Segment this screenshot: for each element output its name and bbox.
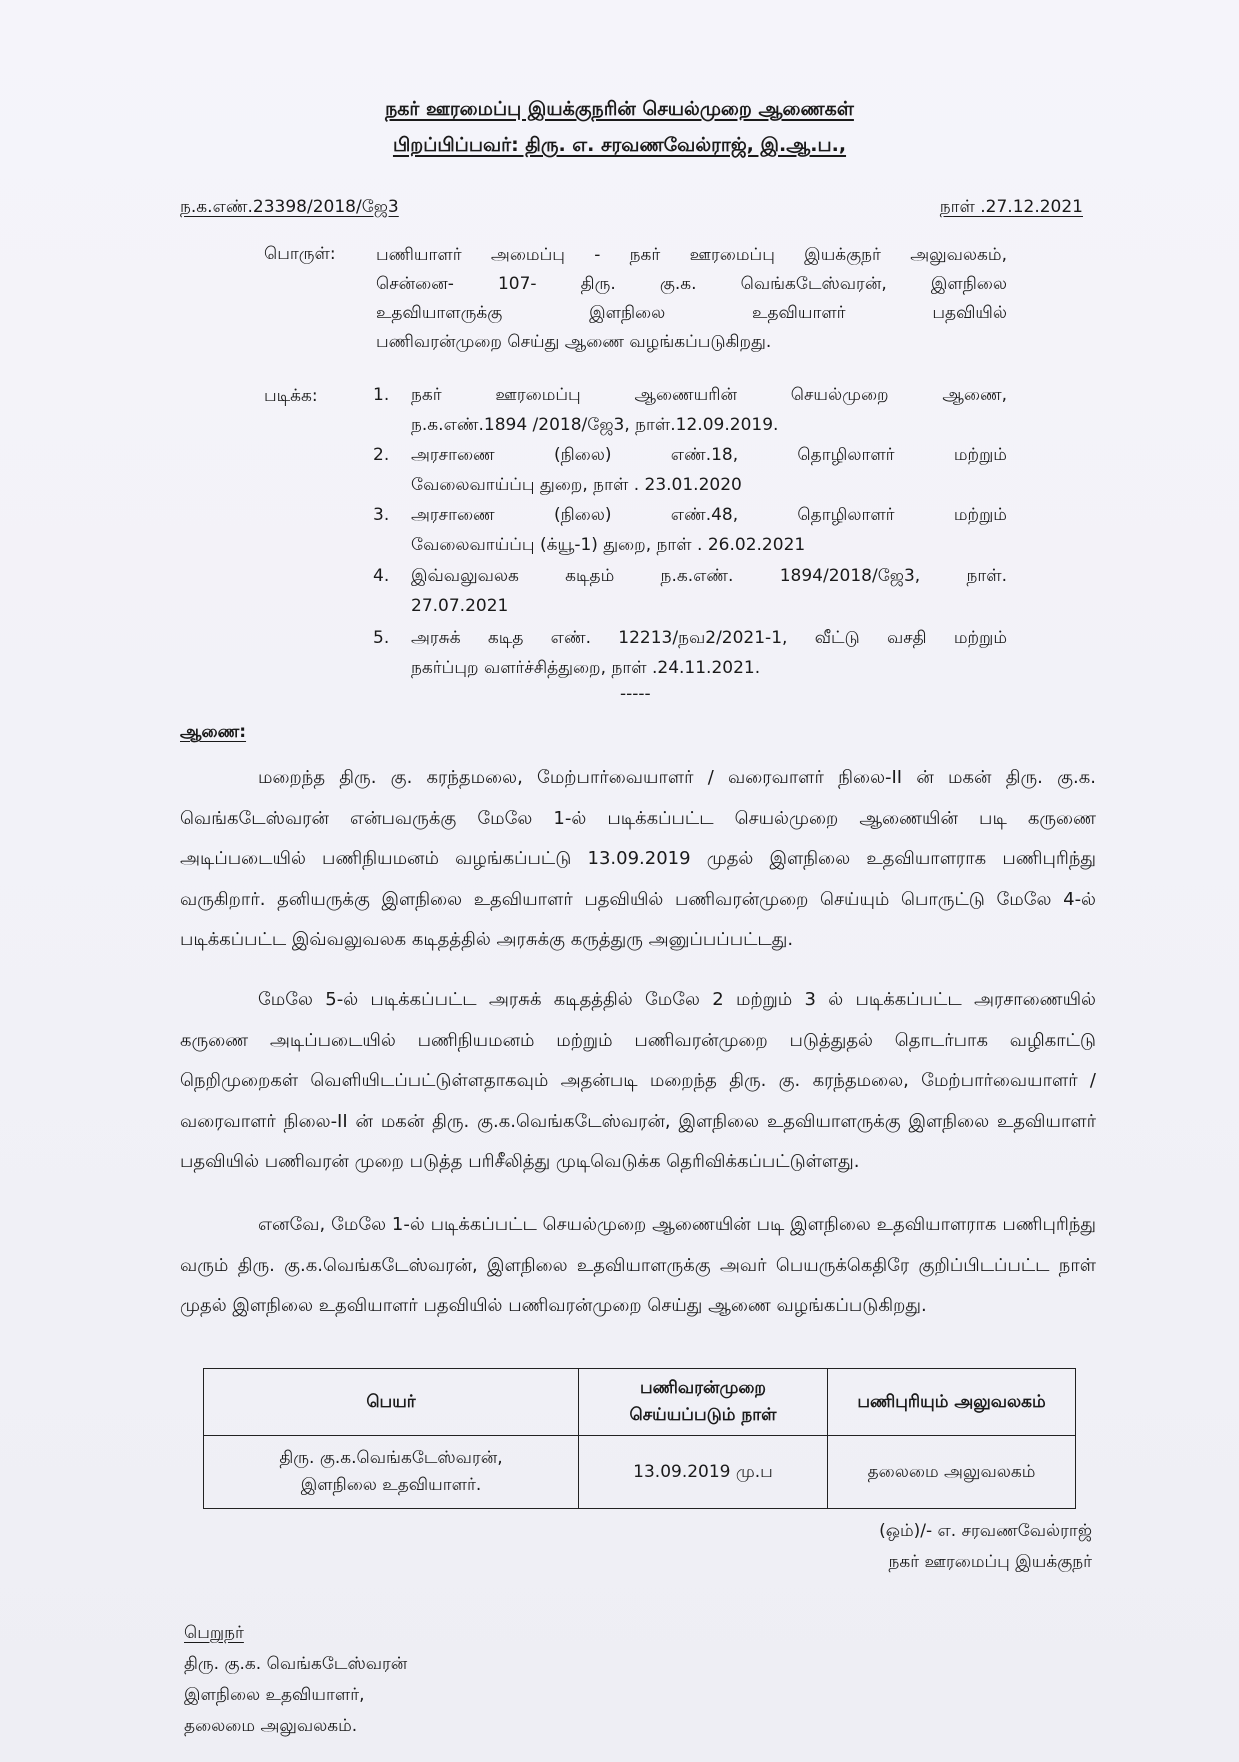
subject-block (376, 241, 1007, 357)
document-date: நாள் .27.12.2021 (939, 197, 1083, 217)
read-item-line: இவ்வலுவலக கடிதம் ந.க.எண். 1894/2018/ஜே3, நாள். (411, 566, 1007, 586)
subject-line: சென்னை- 107- திரு. கு.க. வெங்கடேஸ்வரன், இளநிலை (376, 274, 1007, 294)
subject-line: உதவியாளருக்கு இளநிலை உதவியாளர் பதவியில் (376, 303, 1007, 323)
recipient-label: பெறுநர் (184, 1623, 244, 1643)
signatory-name: (ஒம்)/- எ. சரவணவேல்ராஜ் (879, 1521, 1092, 1541)
read-item (411, 440, 1007, 500)
table-row (204, 1436, 1076, 1509)
read-item-line: அரசாணை (நிலை) எண்.18, தொழிலாளர் மற்றும் (411, 445, 1007, 465)
column-header-office: பணிபுரியும் அலுவலகம் (828, 1369, 1076, 1436)
cell-date: 13.09.2019 மு.ப (579, 1436, 828, 1509)
recipient-block (184, 1618, 407, 1742)
column-header-name: பெயர் (204, 1369, 579, 1436)
issuer-line: பிறப்பிப்பவர்: திரு. எ. சரவணவேல்ராஜ், இ.ஆ.ப., (392, 134, 847, 156)
recipient-line: தலைமை அலுவலகம். (184, 1716, 358, 1736)
reference-number: ந.க.எண்.23398/2018/ஜே3 (180, 197, 399, 217)
read-item (411, 380, 1007, 440)
subject-label: பொருள்: (264, 244, 336, 264)
read-item-line: அரசுக் கடித எண். 12213/நவ2/2021-1, வீட்டு வசதி மற்றும் (411, 628, 1007, 648)
read-item-number: 3. (373, 505, 390, 525)
order-paragraph (180, 758, 1096, 961)
read-item-line: வேலைவாய்ப்பு துறை, நாள் . 23.01.2020 (411, 475, 742, 495)
signatory-designation: நகர் ஊரமைப்பு இயக்குநர் (888, 1552, 1092, 1572)
read-label: படிக்க: (264, 386, 318, 406)
read-item-line: நகர் ஊரமைப்பு ஆணையரின் செயல்முறை ஆணை, (411, 385, 1007, 405)
paragraph-text: எனவே, மேலே 1-ல் படிக்கப்பட்ட செயல்முறை ஆணையின் படி இளநிலை உதவியாளராக பணிபுரிந்து வரும் திரு. கு.க.வெங்கடேஸ்வரன், இளநிலை உதவியாளருக்கு அவர் பெயருக்கெதிரே குறிப்பிடப்பட்ட நாள் முதல் இளநிலை உதவியாளர் பதவியில் பணிவரன்முறை செய்து ஆணை வழங்கப்படுகிறது. (180, 1214, 1096, 1316)
cell-line: திரு. கு.க.வெங்கடேஸ்வரன், (279, 1448, 503, 1468)
table-header-row (204, 1369, 1076, 1436)
order-heading: ஆணை: (180, 722, 247, 742)
header-line: செய்யப்படும் நாள் (629, 1405, 777, 1425)
cell-name (204, 1436, 579, 1509)
read-item-line: வேலைவாய்ப்பு (க்யூ-1) துறை, நாள் . 26.02.2021 (411, 535, 806, 555)
read-item (411, 500, 1007, 560)
read-item (411, 561, 1007, 621)
subject-line: பணியாளர் அமைப்பு - நகர் ஊரமைப்பு இயக்குநர் அலுவலகம், (376, 245, 1007, 265)
order-paragraph (180, 980, 1096, 1183)
read-item-line: அரசாணை (நிலை) எண்.48, தொழிலாளர் மற்றும் (411, 505, 1007, 525)
header-line: பணிவரன்முறை (639, 1378, 766, 1398)
recipient-line: இளநிலை உதவியாளர், (184, 1685, 365, 1705)
order-paragraph (180, 1205, 1096, 1327)
document-title: நகர் ஊரமைப்பு இயக்குநரின் செயல்முறை ஆணைகள் (385, 98, 854, 120)
separator: ----- (620, 684, 651, 704)
read-item-line: ந.க.எண்.1894 /2018/ஜே3, நாள்.12.09.2019. (411, 415, 779, 435)
regularisation-table (203, 1368, 1076, 1509)
cell-line: இளநிலை உதவியாளர். (300, 1475, 482, 1495)
recipient-line: திரு. கு.க. வெங்கடேஸ்வரன் (184, 1654, 408, 1674)
read-item-line: நகர்ப்புற வளர்ச்சித்துறை, நாள் .24.11.2021. (411, 658, 761, 678)
read-item-number: 4. (373, 566, 390, 586)
read-item-line: 27.07.2021 (411, 596, 509, 616)
read-item (411, 623, 1007, 683)
cell-office: தலைமை அலுவலகம் (828, 1436, 1076, 1509)
read-item-number: 1. (373, 385, 390, 405)
paragraph-text: மறைந்த திரு. கு. கரந்தமலை, மேற்பார்வையாளர் / வரைவாளர் நிலை-II ன் மகன் திரு. கு.க. வெங்கடேஸ்வரன் என்பவருக்கு மேலே 1-ல் படிக்கப்பட்ட செயல்முறை ஆணையின் படி கருணை அடிப்படையில் பணிநியமனம் வழங்கப்பட்டு 13.09.2019 முதல் இளநிலை உதவியாளராக பணிபுரிந்து வருகிறார். தனியருக்கு இளநிலை உதவியாளர் பதவியில் பணிவரன்முறை செய்யும் பொருட்டு மேலே 4-ல் படிக்கப்பட்ட இவ்வலுவலக கடிதத்தில் அரசுக்கு கருத்துரு அனுப்பப்பட்டது. (180, 767, 1096, 950)
signature-block (879, 1516, 1092, 1578)
paragraph-text: மேலே 5-ல் படிக்கப்பட்ட அரசுக் கடிதத்தில் மேலே 2 மற்றும் 3 ல் படிக்கப்பட்ட அரசாணையில் கருணை அடிப்படையில் பணிநியமனம் மற்றும் பணிவரன்முறை படுத்துதல் தொடர்பாக வழிகாட்டு நெறிமுறைகள் வெளியிடப்பட்டுள்ளதாகவும் அதன்படி மறைந்த திரு. கு. கரந்தமலை, மேற்பார்வையாளர் / வரைவாளர் நிலை-II ன் மகன் திரு. கு.க.வெங்கடேஸ்வரன், இளநிலை உதவியாளருக்கு இளநிலை உதவியாளர் பதவியில் பணிவரன் முறை படுத்த பரிசீலித்து முடிவெடுக்க தெரிவிக்கப்பட்டுள்ளது. (180, 989, 1096, 1172)
read-item-number: 5. (373, 628, 390, 648)
read-item-number: 2. (373, 445, 390, 465)
subject-line: பணிவரன்முறை செய்து ஆணை வழங்கப்படுகிறது. (376, 332, 772, 352)
column-header-date (579, 1369, 828, 1436)
